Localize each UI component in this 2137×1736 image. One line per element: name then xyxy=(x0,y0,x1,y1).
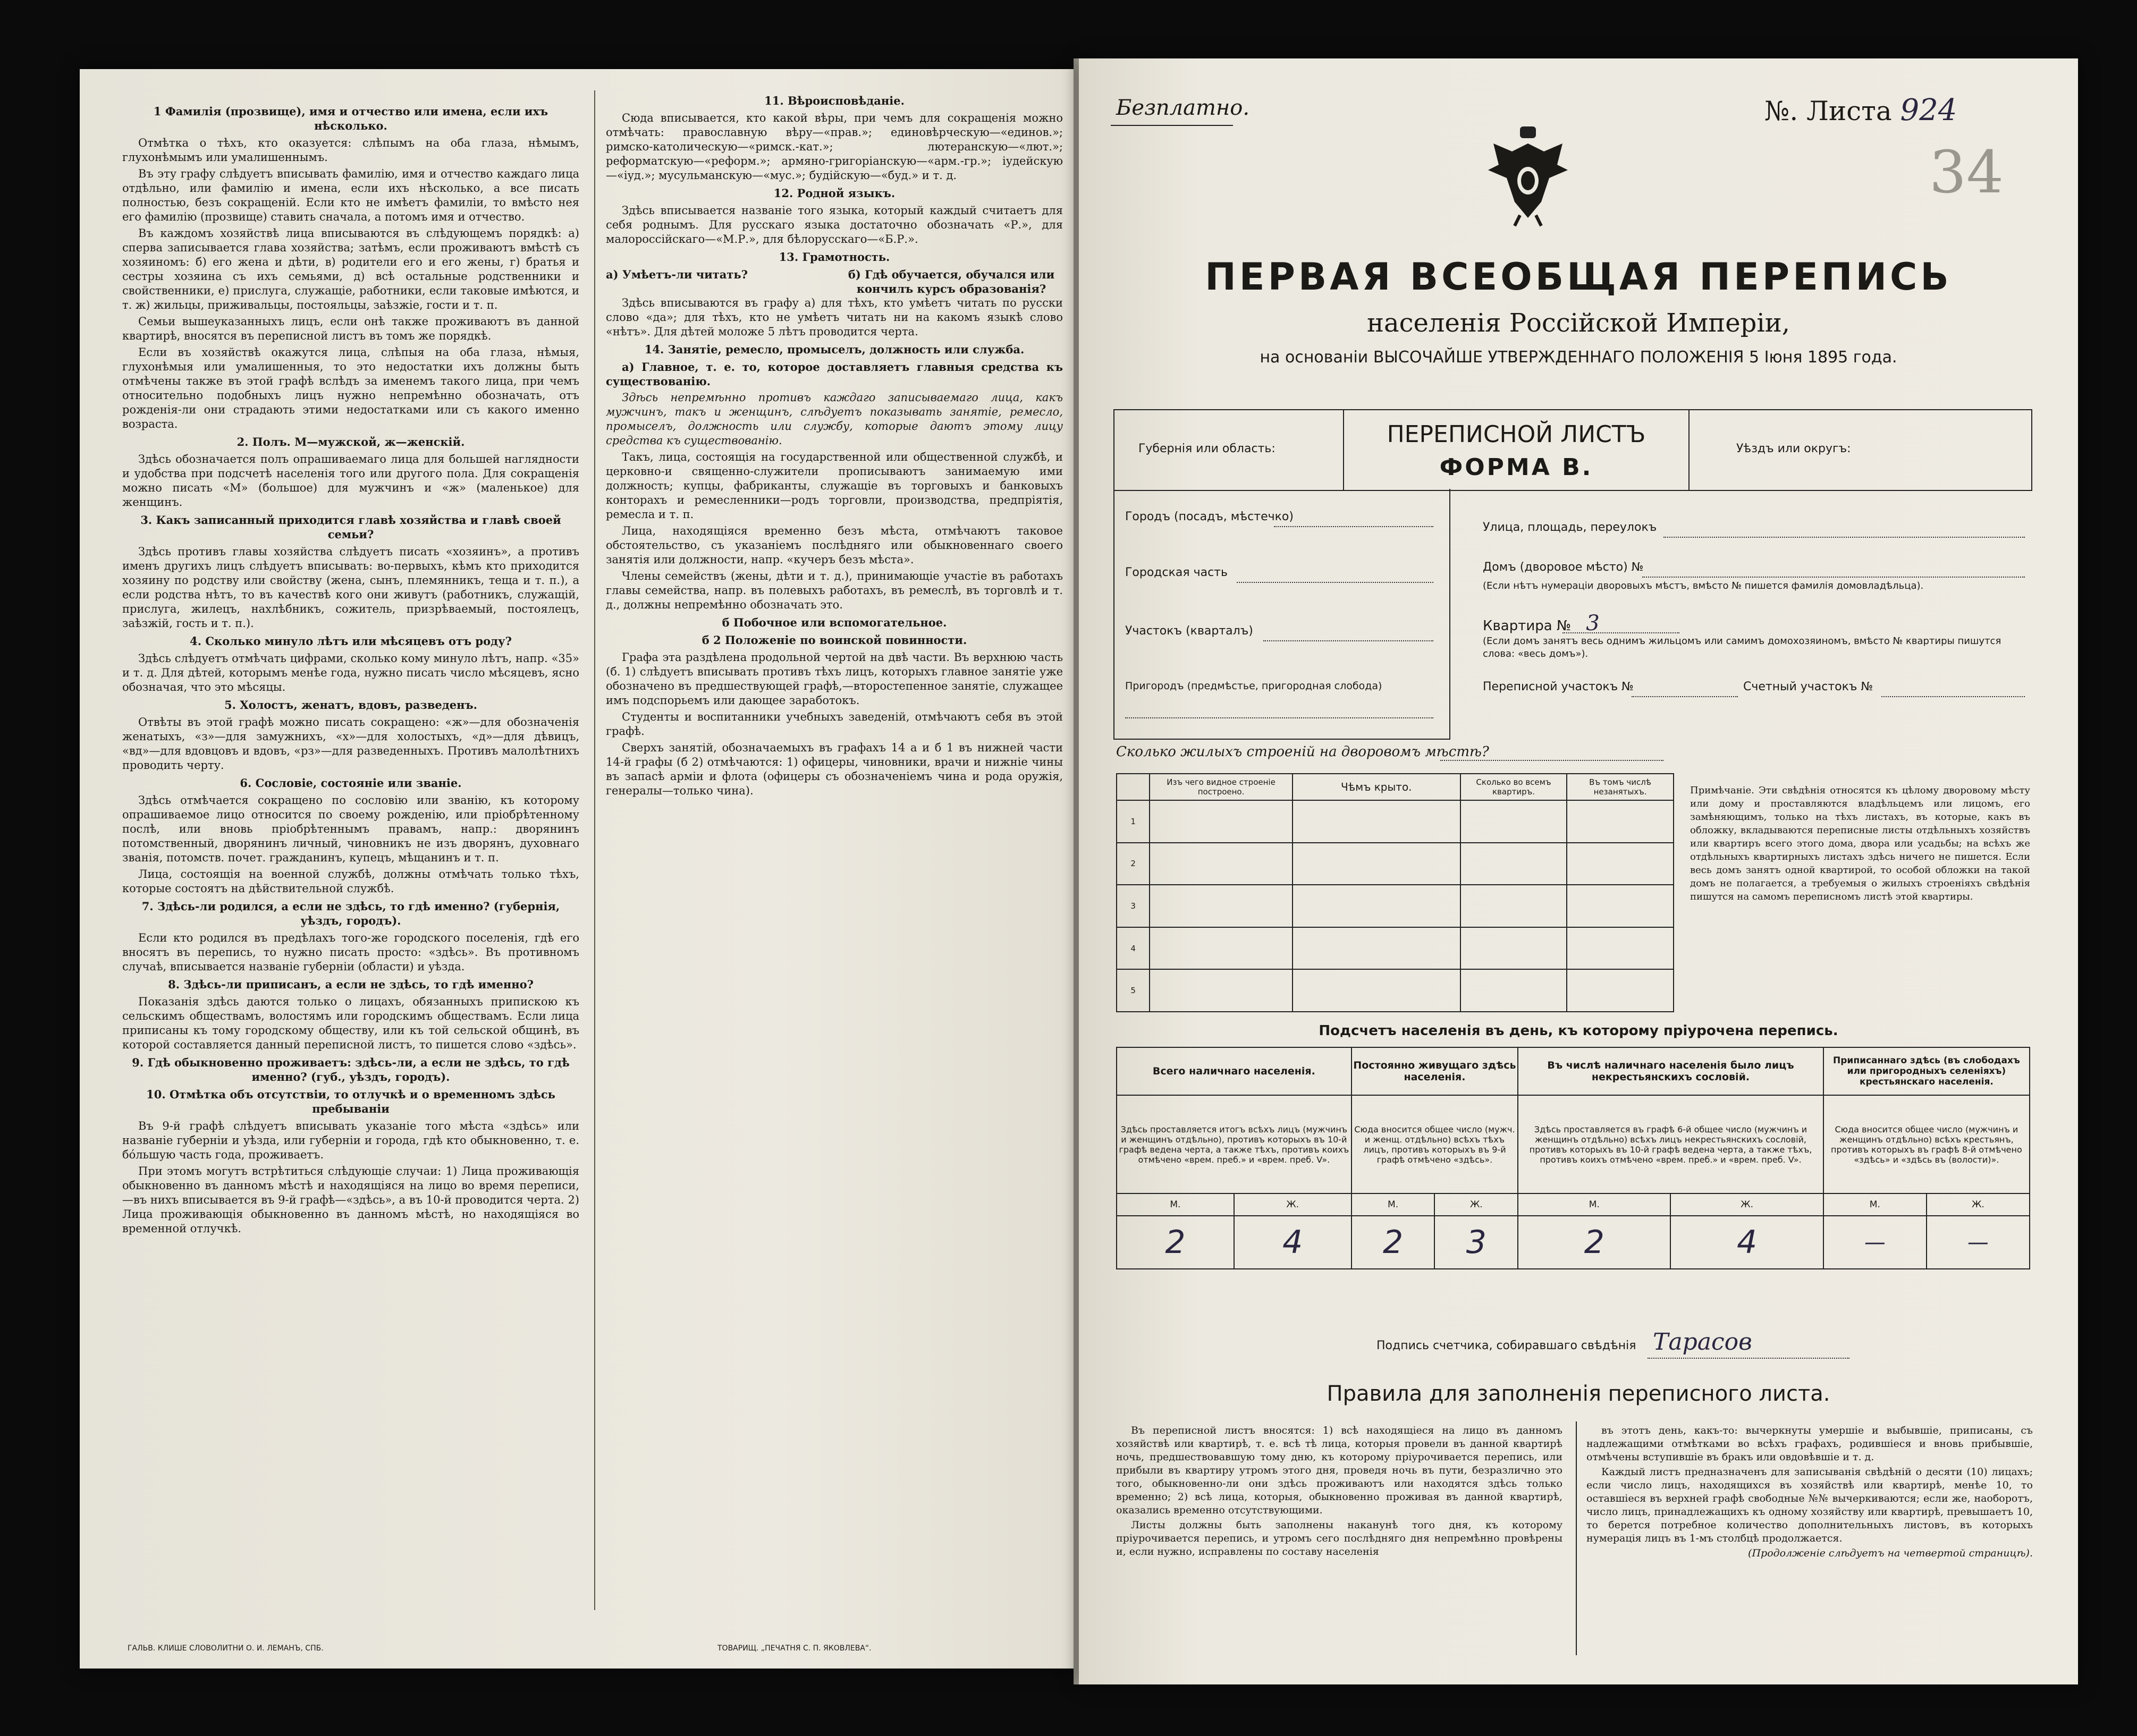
paragraph: Здѣсь противъ главы хозяйства слѣдуетъ писать «хозяинъ», а противъ именъ другихъ лицъ слѣдуетъ вписывать: во-первыхъ, кѣмъ кто приходится хозяину по родству или свойству (жена, сынъ, племянникъ, теща и т. п.), а если родства нѣтъ, то въ качествѣ кого они живутъ (работникъ, служащій, прислуга, жилецъ, нахлѣбникъ, сожитель, призрѣваемый, постоялецъ, заѣзжій, гость и т. п.). xyxy=(122,545,579,630)
column-divider xyxy=(594,90,595,1610)
literacy-questions xyxy=(606,267,1063,296)
right-page xyxy=(1079,58,2078,1684)
bt-header: Въ томъ числѣ незанятыхъ. xyxy=(1567,774,1674,800)
heading-4: 4. Сколько минуло лѣтъ или мѣсяцевъ отъ роду? xyxy=(190,634,512,648)
pop-value: 4 xyxy=(1670,1216,1823,1269)
pop-value: — xyxy=(1927,1216,2030,1269)
paragraph: Здѣсь обозначается полъ опрашиваемаго лица для большей наглядности и удобства при подсчетѣ населенія того или другого пола. Для сокращенія можно писать «М» (большое) для мужчинъ и «ж» (маленькое) для женщинъ. xyxy=(122,453,579,509)
apartment-note: (Если домъ занятъ весь однимъ жильцомъ или самимъ домохозяиномъ, вмѣсто № квартиры пишутся слова: «весь домъ»). xyxy=(1483,636,2001,659)
bt-row-num: 3 xyxy=(1117,885,1150,927)
question-13a: а) Умѣетъ-ли читать? xyxy=(606,268,748,281)
paragraph: Члены семействъ (жены, дѣти и т. д.), принимающіе участіе въ работахъ главы семейства, напр. въ полевыхъ работахъ, въ ремеслѣ, въ торговлѣ и т. д., должны непремѣнно обозначать это. xyxy=(606,570,1063,611)
sheet-number-label: №. Листа xyxy=(1764,96,1892,126)
bt-row-num: 4 xyxy=(1117,927,1150,970)
paragraph: Отвѣты въ этой графѣ можно писать сокращено: «ж»—для обозначенія женатыхъ, «з»—для замужнихъ, «х»—для холостыхъ, «д»—для дѣвицъ, «вд»—для вдовцовъ и вдовъ, «рз»—для разведенныхъ. Противъ малолѣтнихъ проводить черту. xyxy=(122,716,579,772)
heading-5: 5. Холостъ, женатъ, вдовъ, разведенъ. xyxy=(224,698,477,712)
paragraph: Показанія здѣсь даются только о лицахъ, обязанныхъ припискою къ сельскимъ обществамъ, волостямъ или городскимъ обществамъ. Если лица приписаны къ тому городскому обществу, или къ той сельской общинѣ, въ которой составляется данный переписной листъ, то пишется слово «здѣсь». xyxy=(122,995,579,1051)
paragraph: Здѣсь непремѣнно противъ каждаго записываемаго лица, какъ мужчинъ, такъ и женщинъ, слѣдуетъ показывать занятіе, ремесло, промыселъ, должность или службу, которые даютъ этому лицу средства къ существованію. xyxy=(606,391,1063,447)
heading-13: 13. Грамотность. xyxy=(779,250,890,264)
paragraph: Здѣсь отмѣчается сокращено по сословію или званію, къ которому опрашиваемое лицо относится по своему рожденію, или пріобрѣтенному послѣ, или вновь пріобрѣтеннымъ правамъ, напр.: дворянинъ потомственный, дворянинъ личный, чиновникъ не изъ дворянъ, духовнаго званія, потомств. почет. гражданинъ, купецъ, мѣщанинъ и т. п. xyxy=(122,794,579,864)
paragraph: Листы должны быть заполнены наканунѣ того дня, къ которому пріурочивается перепись, и утромъ сего послѣдняго дня непремѣнно провѣрены и, если нужно, исправлены по составу населенія xyxy=(1116,1519,1562,1557)
heading-14: 14. Занятіе, ремесло, промыселъ, должность или служба. xyxy=(644,343,1025,356)
left-page xyxy=(80,69,1079,1669)
city-label: Городъ (посадъ, мѣстечко) xyxy=(1125,510,1294,523)
paragraph: а) Главное, т. е. то, которое доставляетъ главныя средства къ существованію. xyxy=(606,360,1063,388)
heading-12: 12. Родной языкъ. xyxy=(773,187,896,200)
form-header-box xyxy=(1113,409,2032,491)
main-title: ПЕРВАЯ ВСЕОБЩАЯ ПЕРЕПИСЬ xyxy=(1205,255,1952,299)
heading-11: 11. Вѣроисповѣданіе. xyxy=(764,94,905,107)
location-fields-box xyxy=(1113,489,1450,740)
street-label: Улица, площадь, переулокъ xyxy=(1483,521,1657,534)
count-area-label: Счетный участокъ № xyxy=(1743,680,1873,693)
paragraph: Сверхъ занятій, обозначаемыхъ въ графахъ 14 а и б 1 въ нижней части 14-й графы (б 2) отмѣчаются: 1) офицеры, чиновники, врачи и нижніе чины въ запасѣ армiи и флота (офицеры съ обозначеніемъ чина и рода оружія, генералы—только чина). xyxy=(606,741,1063,797)
signature-label: Подпись счетчика, собиравшаго свѣдѣнія xyxy=(1376,1339,1636,1352)
heading-3: 3. Какъ записанный приходится главѣ хозяйства и главѣ своей семьи? xyxy=(140,513,561,541)
heading-14b: б Побочное или вспомогательное. xyxy=(722,616,947,629)
population-title: Подсчетъ населенія въ день, къ которому пріурочена перепись. xyxy=(1319,1023,1838,1039)
male-header: М. xyxy=(1352,1193,1435,1216)
heading-2: 2. Полъ. М—мужской, ж—женскій. xyxy=(236,435,465,448)
rules-column-left xyxy=(1116,1424,1562,1560)
census-area-label: Переписной участокъ № xyxy=(1483,680,1634,693)
suburb-label: Пригородъ (предмѣстье, пригородная слобода) xyxy=(1125,680,1382,692)
pop-header: Всего наличнаго населенія. xyxy=(1117,1047,1352,1095)
heading-10: 10. Отмѣтка объ отсутствіи, то отлучкѣ и о временномъ здѣсь пребываніи xyxy=(146,1088,555,1115)
pop-header: Въ числѣ наличнаго населенія было лицъ некрестьянскихъ сословій. xyxy=(1518,1047,1823,1095)
rules-title: Правила для заполненія переписного листа. xyxy=(1327,1382,1830,1406)
heading-14c: б 2 Положеніе по воинской повинности. xyxy=(702,633,967,647)
paragraph: Въ эту графу слѣдуетъ вписывать фамилію, имя и отчество каждаго лица отдѣльно, или фамилію и имена, если ихъ нѣсколько, а все писать полностью, безъ сокращеній. Если кто не имѣетъ фамиліи, то вмѣсто нея его фамилію (прозвище) ставить сначала, а потомъ имя и отчество. xyxy=(122,167,579,223)
bt-row-num: 5 xyxy=(1117,969,1150,1012)
paragraph: Здѣсь вписывается названіе того языка, который каждый считаетъ для себя роднымъ. Для русскаго языка достаточно обозначать «Р.», для малороссійскаго—«М.Р.», для бѣлорусскаго—«Б.Р.». xyxy=(606,204,1063,245)
bt-header: Изъ чего видное строеніе построено. xyxy=(1150,774,1292,800)
female-header: Ж. xyxy=(1234,1193,1352,1216)
paragraph: Графа эта раздѣлена продольной чертой на двѣ части. Въ верхнюю часть (б. 1) слѣдуетъ вписывать противъ тѣхъ лицъ, которыхъ главное занятіе уже обозначено въ предшествующей графѣ,—второстепенное занятіе, служащее имъ подспорьемъ или дающее заработокъ. xyxy=(606,651,1063,707)
rules-column-right xyxy=(1586,1424,2033,1560)
paragraph: Если кто родился въ предѣлахъ того-же городского поселенія, гдѣ его вносятъ въ перепись, то нужно писать просто: «здѣсь». Въ противномъ случаѣ, вписывается названіе губерніи (области) и уѣзда. xyxy=(122,931,579,973)
signature-value: Тарасов xyxy=(1653,1328,1752,1356)
bt-row-num: 1 xyxy=(1117,800,1150,843)
heading-9: 9. Гдѣ обыкновенно проживаетъ: здѣсь-ли, а если не здѣсь, то гдѣ именно? (губ., уѣздъ, городъ). xyxy=(132,1056,570,1083)
heading-8: 8. Здѣсь-ли приписанъ, а если не здѣсь, то гдѣ именно? xyxy=(168,978,534,991)
paragraph: Лица, состоящія на военной службѣ, должны отмѣчать только тѣхъ, которые состоятъ на дѣйствительной службѣ. xyxy=(122,868,579,895)
bt-header: Сколько во всемъ квартиръ. xyxy=(1460,774,1567,800)
pop-value: 2 xyxy=(1117,1216,1234,1269)
paragraph: Такъ, лица, состоящія на государственной или общественной службѣ, и церковно-и священно-служители прописываютъ занимаемую ими должность; купцы, фабриканты, служащіе въ торговыхъ и банковыхъ конторахъ и ремесленники—родъ торговли, производства, предпріятія, ремесла и т. п. xyxy=(606,451,1063,521)
form-b: ФОРМА В. xyxy=(1439,454,1593,481)
paragraph: Лица, находящіяся временно безъ мѣста, отмѣчаютъ таковое обстоятельство, съ указаніемъ послѣдняго или обыкновеннаго своего занятія или должности, напр. «кучеръ безъ мѣста». xyxy=(606,524,1063,566)
apartment-value: 3 xyxy=(1586,611,1600,636)
continuation-note: (Продолженіе слѣдуетъ на четвертой страницѣ). xyxy=(1748,1547,2033,1559)
paragraph: Въ каждомъ хозяйствѣ лица вписываются въ слѣдующемъ порядкѣ: а) сперва записывается глава хозяйства; затѣмъ, если проживаютъ вмѣстѣ съ хозяиномъ: б) его жена и дѣти, в) родители его и его жены, г) братья и сестры хозяина съ ихъ семьями, д) всѣ остальные родственники и свойственники, е) прислуга, служащіе, работники, если таковые имѣются, и т. ж) жильцы, приживальцы, постояльцы, заѣзжіе, гости и т. п. xyxy=(122,227,579,311)
precinct-label: Участокъ (кварталъ) xyxy=(1125,624,1253,638)
paragraph: Если въ хозяйствѣ окажутся лица, слѣпыя на оба глаза, нѣмыя, глухонѣмыя или умалишенныя, то это недостатки ихъ должны быть отмѣчены также въ этой графѣ вслѣдъ за именемъ такого лица, при чемъ относительно подобныхъ лицъ нужно непремѣнно обозначать, отъ рожденія-ли они страдають этими недостатками или съ какого именно возраста. xyxy=(122,346,579,430)
apartment-label-text: Квартира № xyxy=(1483,618,1572,634)
pop-note: Здѣсь проставляется въ графѣ 6-й общее число (мужчинъ и женщинъ отдѣльно) всѣхъ лицъ некрестьянскихъ сословій, противъ которыхъ въ 10-й графѣ ведена черта, а также тѣхъ, противъ коихъ отмѣчено «врем. преб.» и «врем. преб. V». xyxy=(1518,1095,1823,1193)
pencil-number: 34 xyxy=(1929,138,2004,206)
paragraph: Въ переписной листъ вносятся: 1) всѣ находящіеся на лицо въ данномъ хозяйствѣ или квартирѣ, т. е. всѣ тѣ лица, которыя провели въ данной квартирѣ ночь, предшествовавшую тому дню, къ которому пріурочивается перепись, или прибыли въ квартиру утромъ этого дня, проведя ночь въ пути, безразлично это того, обыкновенно-ли они здѣсь проживаютъ или находятся здѣсь только временно; 2) всѣ лица, которыя, обыкновенно проживая въ данной квартирѣ, оказались временно отсутствующими. xyxy=(1116,1425,1562,1516)
buildings-question: Сколько жилыхъ строеній на дворовомъ мѣстѣ? xyxy=(1116,744,1489,760)
paragraph: Каждый листъ предназначенъ для записыванія свѣдѣній о десяти (10) лицахъ; если число лицъ, находящихся въ хозяйствѣ или квартирѣ, менѣе 10, то оставшіеся въ верхней графѣ свободные №№ вычеркиваются; если же, наоборотъ, число лицъ, принадлежащихъ къ одному хозяйству или квартирѣ, превышаетъ 10, то берется потребное количество дополнительныхъ листовъ, въ которыхъ нумерація лицъ въ 1-мъ столбцѣ продолжается. xyxy=(1586,1466,2033,1544)
buildings-note: Примѣчаніе. Эти свѣдѣнія относятся къ цѣлому дворовому мѣсту или дому и проставляются владѣльцемъ или лицомъ, его замѣняющимъ, только на тѣхъ листахъ, въ которые, какъ въ обложку, вкладываются переписные листы отдѣльныхъ хозяйствъ или квартиръ всего этого дома, двора или усадьбы; на всѣхъ же отдѣльныхъ квартирныхъ листахъ здѣсь ничего не пишется. Если весь домъ занятъ одной квартирой, то особой обложки на такой домъ не полагается, а требуемыя о жилыхъ строеніяхъ свѣдѣнія пишутся на самомъ переписномъ листѣ этой квартиры. xyxy=(1690,785,2030,902)
pop-value: 2 xyxy=(1518,1216,1670,1269)
pop-header: Постоянно живущаго здѣсь населенія. xyxy=(1352,1047,1518,1095)
printer-imprint-left: ГАЛЬВ. КЛИШЕ СЛОВОЛИТНИ О. И. ЛЕМАНЪ, СПБ. xyxy=(128,1644,324,1653)
printer-imprint-right: ТОВАРИЩ. „ПЕЧАТНЯ С. П. ЯКОВЛЕВА“. xyxy=(717,1644,872,1653)
subtitle: населенія Россійской Имперіи, xyxy=(1367,308,1790,338)
paragraph: Семьи вышеуказанныхъ лицъ, если онѣ также проживаютъ въ данной квартирѣ, вносятся въ переписной листъ въ томъ же порядкѣ. xyxy=(122,315,579,342)
paragraph: Здѣсь слѣдуетъ отмѣчать цифрами, сколько кому минуло лѣтъ, напр. «35» и т. д. Для дѣтей, которымъ менѣе года, нужно писать число мѣсяцевъ, ясно обозначая, что это мѣсяцы. xyxy=(122,652,579,693)
paragraph: При этомъ могутъ встрѣтиться слѣдующіе случаи: 1) Лица проживающія обыкновенно въ данномъ мѣстѣ и находящіяся на лицо во время переписи,—въ нихъ вписывается въ 9-й графѣ—«здѣсь», а въ 10-й проводится черта. 2) Лица проживающія обыкновенно въ данномъ мѣстѣ, но находящіяся во временной отлучкѣ. xyxy=(122,1165,579,1235)
sheet-number xyxy=(1764,93,1957,128)
instructions-column-1 xyxy=(122,101,579,1238)
uezd-label: Уѣздъ или округъ: xyxy=(1736,442,1851,455)
heading-6: 6. Сословіе, состояніе или званіе. xyxy=(240,776,462,790)
bt-header: Чѣмъ крыто. xyxy=(1293,774,1460,800)
instructions-column-2 xyxy=(606,90,1063,800)
house-label: Домъ (дворовое мѣсто) № xyxy=(1483,561,1644,574)
female-header: Ж. xyxy=(1927,1193,2030,1216)
pop-value: 2 xyxy=(1352,1216,1435,1269)
pop-header: Приписаннаго здѣсь (въ слободахъ или пригородныхъ селеніяхъ) крестьянскаго населенія. xyxy=(1823,1047,2030,1095)
legal-basis: на основаніи ВЫСОЧАЙШЕ УТВЕРЖДЕННАГО ПОЛОЖЕНІЯ 5 Іюня 1895 года. xyxy=(1260,348,1897,367)
bt-row-num: 2 xyxy=(1117,843,1150,885)
population-table xyxy=(1116,1047,2030,1269)
female-header: Ж. xyxy=(1670,1193,1823,1216)
pop-value: 4 xyxy=(1234,1216,1352,1269)
paragraph: Сюда вписывается, кто какой вѣры, при чемъ для сокращенія можно отмѣчать: православную вѣру—«прав.»; единовѣрческую—«единов.»; римско-католическую—«римск.-кат.»; лютеранскую—«лют.»; реформатскую—«реформ.»; армяно-григоріанскую—«арм.-гр.»; іудейскую—«іуд.»; мусульманскую—«мус.»; будійскую—«буд.» и т. д. xyxy=(606,112,1063,182)
guberniya-label: Губернія или область: xyxy=(1138,442,1276,455)
male-header: М. xyxy=(1518,1193,1670,1216)
paragraph: Здѣсь вписываются въ графу а) для тѣхъ, кто умѣетъ читать по русски слово «да»; для тѣхъ, кто не умѣетъ читать ни на какомъ языкѣ слово «нѣтъ». Для дѣтей моложе 5 лѣтъ проводится черта. xyxy=(606,297,1063,338)
form-title: ПЕРЕПИСНОЙ ЛИСТЪ xyxy=(1387,421,1646,448)
pop-value: — xyxy=(1823,1216,1927,1269)
question-13b: б) Гдѣ обучается, обучался или кончилъ курсъ образованія? xyxy=(848,268,1055,295)
sheet-number-value: 924 xyxy=(1900,93,1957,128)
paragraph: Въ 9-й графѣ слѣдуетъ вписывать указаніе того мѣста «здѣсь» или названіе губерніи и уѣзда, или губерніи и города, гдѣ кто обыкновенно, т. е. бóльшую часть года, проживаетъ. xyxy=(122,1120,579,1161)
female-header: Ж. xyxy=(1434,1193,1518,1216)
underline xyxy=(1111,125,1233,126)
paragraph: Студенты и воспитанники учебныхъ заведеній, отмѣчаютъ себя въ этой графѣ. xyxy=(606,710,1063,738)
imperial-eagle-icon xyxy=(1483,122,1573,228)
free-label: Безплатно. xyxy=(1116,96,1250,120)
male-header: М. xyxy=(1117,1193,1234,1216)
buildings-table xyxy=(1116,773,1674,1012)
male-header: М. xyxy=(1823,1193,1927,1216)
heading-1: 1 Фамилія (прозвище), имя и отчество или имена, если ихъ нѣсколько. xyxy=(153,105,548,132)
paragraph: Отмѣтка о тѣхъ, кто оказуется: слѣпымъ на оба глаза, нѣмымъ, глухонѣмымъ или умалишеннымъ. xyxy=(122,137,579,164)
pop-value: 3 xyxy=(1434,1216,1518,1269)
heading-7: 7. Здѣсь-ли родился, а если не здѣсь, то гдѣ именно? (губернія, уѣздъ, городъ). xyxy=(141,900,560,927)
paragraph: въ этотъ день, какъ-то: вычеркнуты умершіе и выбывшіе, приписаны, съ надлежащими отмѣтками во всѣхъ графахъ, родившіеся и вновь прибывшіе, отмѣчены вступившіе въ бракъ или овдовѣвшіе и т. д. xyxy=(1586,1425,2033,1463)
pop-note: Здѣсь проставляется итогъ всѣхъ лицъ (мужчинъ и женщинъ отдѣльно), противъ которыхъ въ 10-й графѣ ведена черта, а также тѣхъ, противъ коихъ отмѣчено «врем. преб.» и «врем. преб. V». xyxy=(1117,1095,1352,1193)
pop-note: Сюда вносится общее число (мужч. и женщ. отдѣльно) всѣхъ тѣхъ лицъ, противъ которыхъ въ 9-й графѣ отмѣчено «здѣсь». xyxy=(1352,1095,1518,1193)
house-note: (Если нѣтъ нумераціи дворовыхъ мѣстъ, вмѣсто № пишется фамилія домовладѣльца). xyxy=(1483,580,1924,591)
district-label: Городская часть xyxy=(1125,566,1228,579)
pop-note: Сюда вносится общее число (мужчинъ и женщинъ отдѣльно) всѣхъ крестьянъ, противъ которыхъ въ графѣ 8-й отмѣчено «здѣсь» и «здѣсь въ (волости)». xyxy=(1823,1095,2030,1193)
